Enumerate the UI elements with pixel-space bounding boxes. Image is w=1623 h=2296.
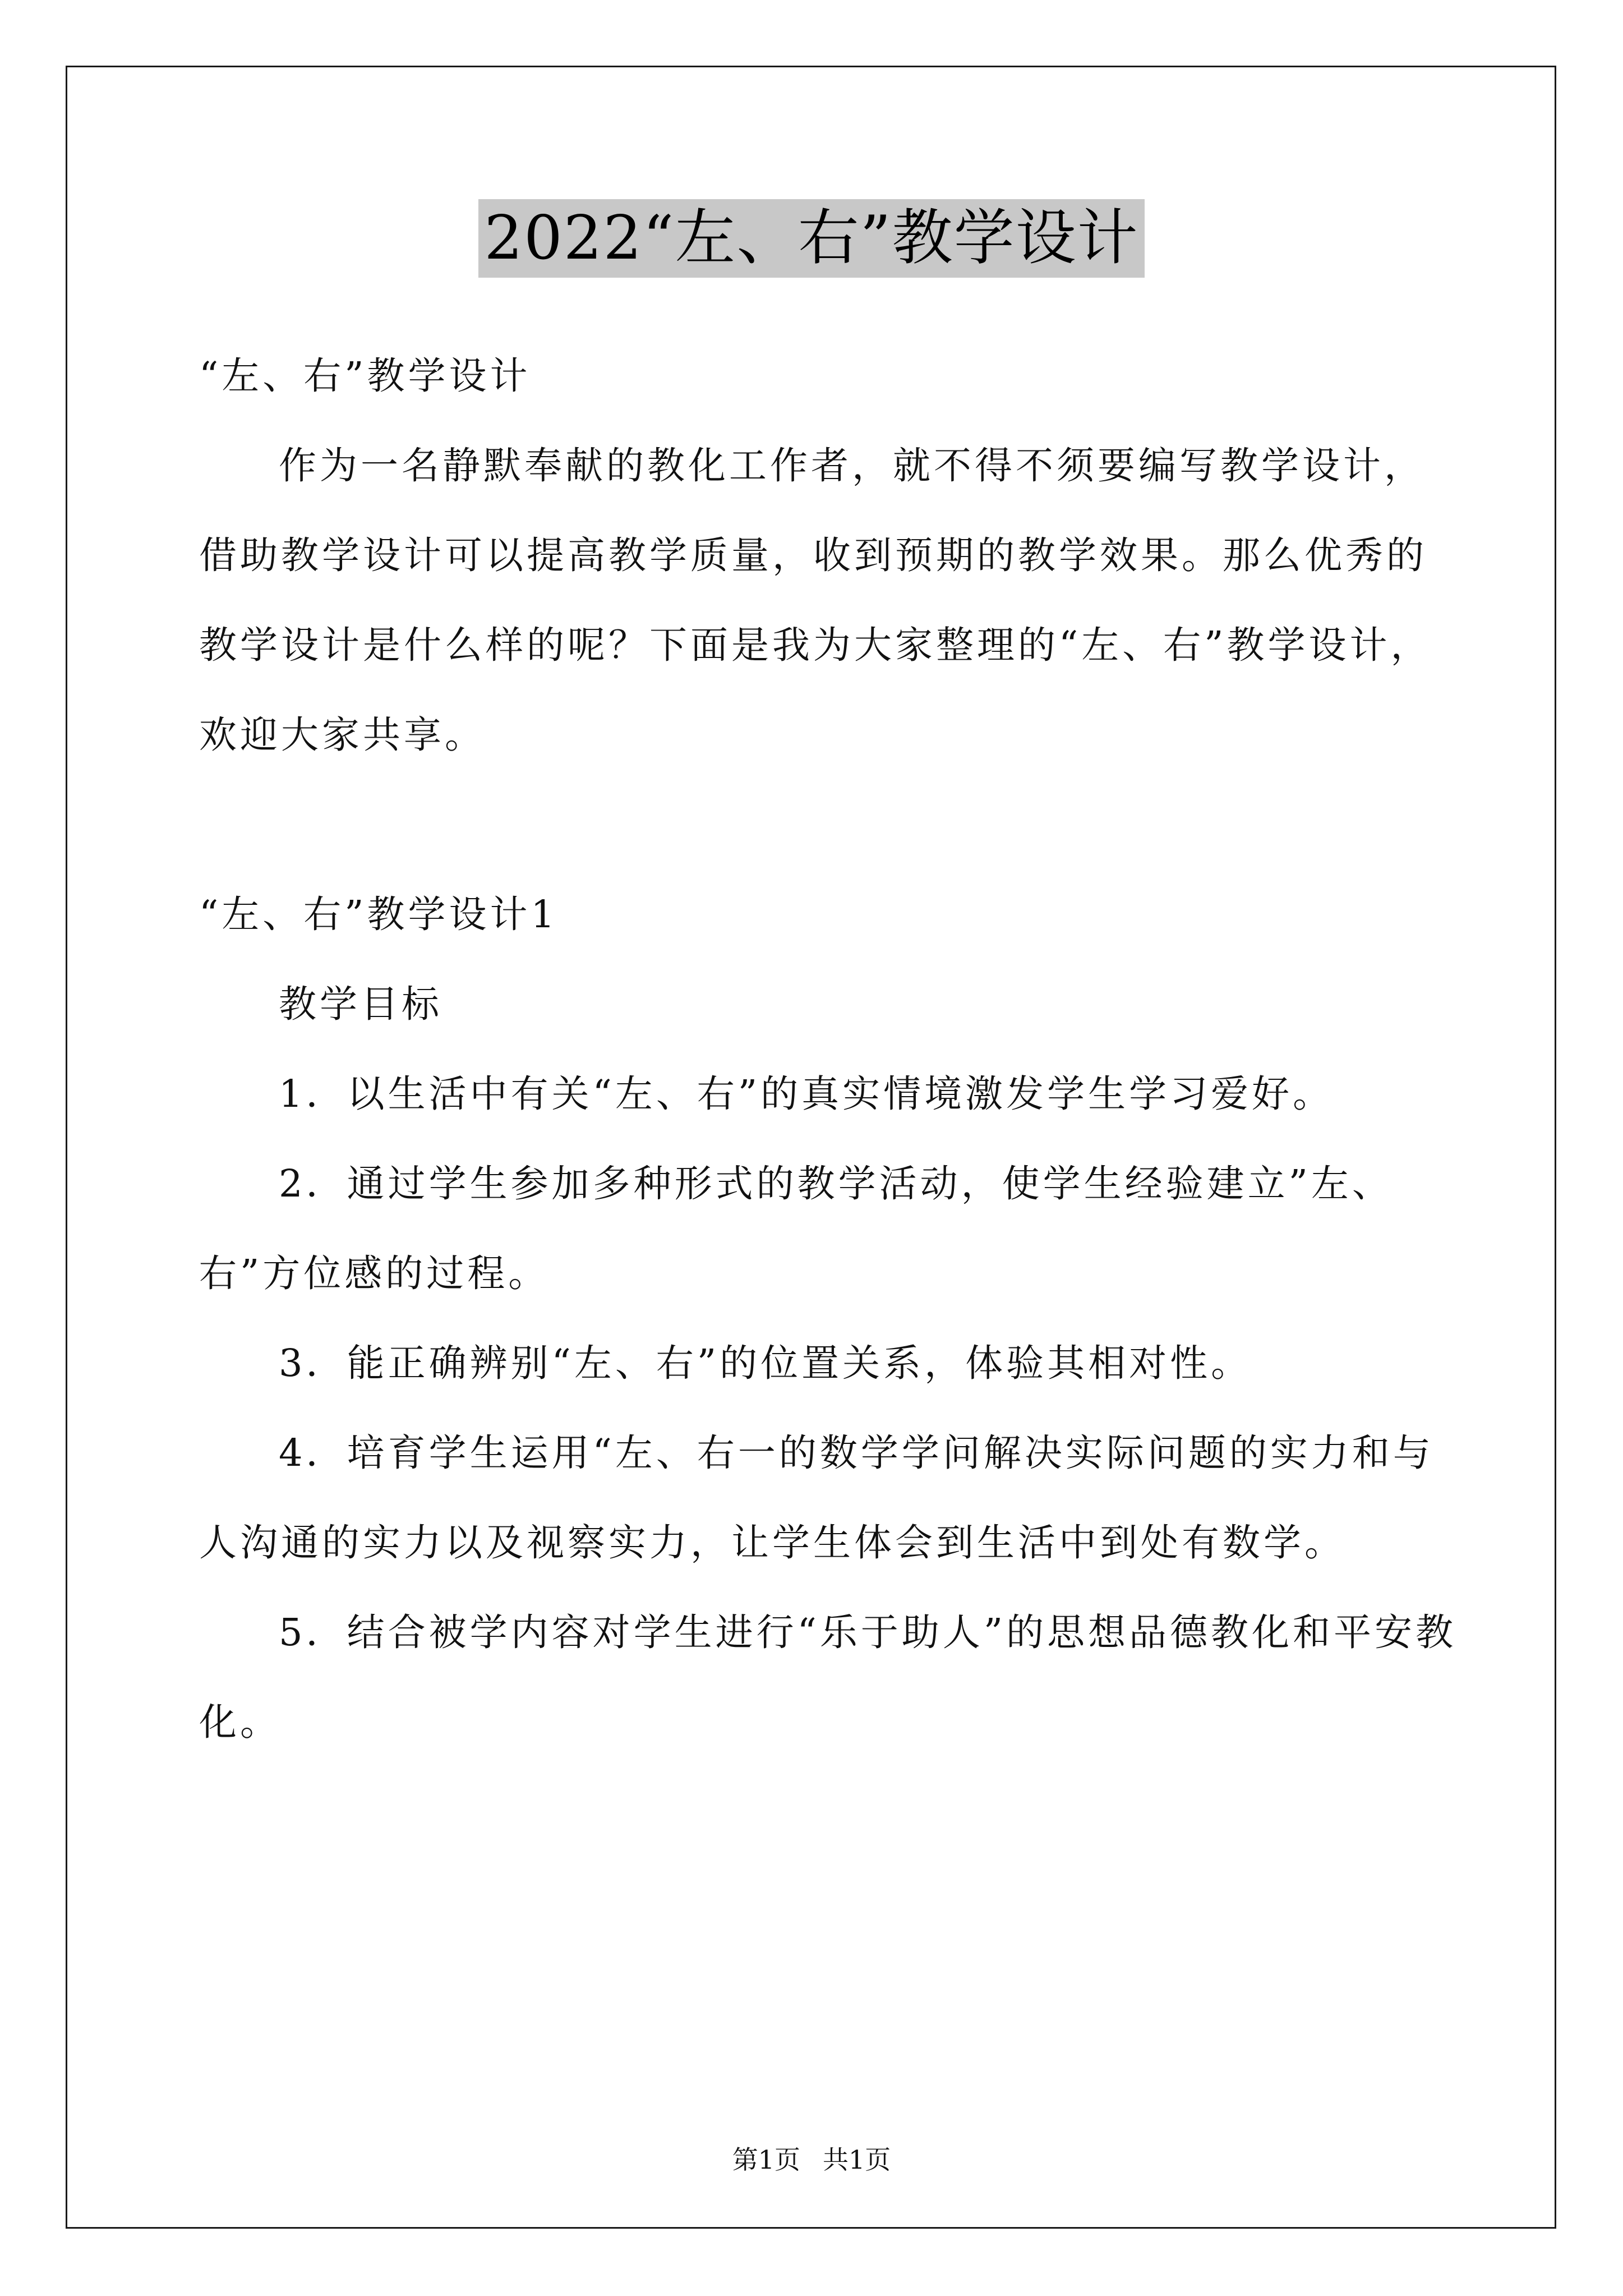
- page-footer: [0, 2143, 1623, 2177]
- page-total: 共1页: [823, 2145, 891, 2175]
- subheading-goals: 教学目标: [279, 982, 442, 1026]
- title-container: [0, 199, 1623, 278]
- page-number: 第1页: [732, 2145, 800, 2175]
- goal-item-3: 3．能正确辨别“左、右”的位置关系，体验其相对性。: [279, 1341, 1252, 1385]
- intro-paragraph: 作为一名静默奉献的教化工作者，就不得不须要编写教学设计，借助教学设计可以提高教学质量，收到预期的教学效果。那么优秀的教学设计是什么样的呢？下面是我为大家整理的“左、右”教学设计，欢迎大家共享。: [199, 444, 1432, 757]
- document-body: [199, 331, 1461, 1767]
- section-heading-1: “左、右”教学设计1: [199, 892, 559, 936]
- goal-item-2: 2．通过学生参加多种形式的教学活动，使学生经验建立”左、右”方位感的过程。: [199, 1162, 1393, 1295]
- goal-item-4: 4．培育学生运用“左、右一的数学学问解决实际问题的实力和与人沟通的实力以及视察实力，让学生体会到生活中到处有数学。: [199, 1431, 1434, 1565]
- document-title: 2022“左、右”教学设计: [478, 199, 1144, 278]
- goal-item-1: 1．以生活中有关“左、右”的真实情境激发学生学习爱好。: [279, 1072, 1334, 1116]
- spacer: [199, 780, 1461, 869]
- goal-item-5: 5．结合被学内容对学生进行“乐于助人”的思想品德教化和平安教化。: [199, 1611, 1457, 1744]
- section-heading: “左、右”教学设计: [199, 354, 531, 398]
